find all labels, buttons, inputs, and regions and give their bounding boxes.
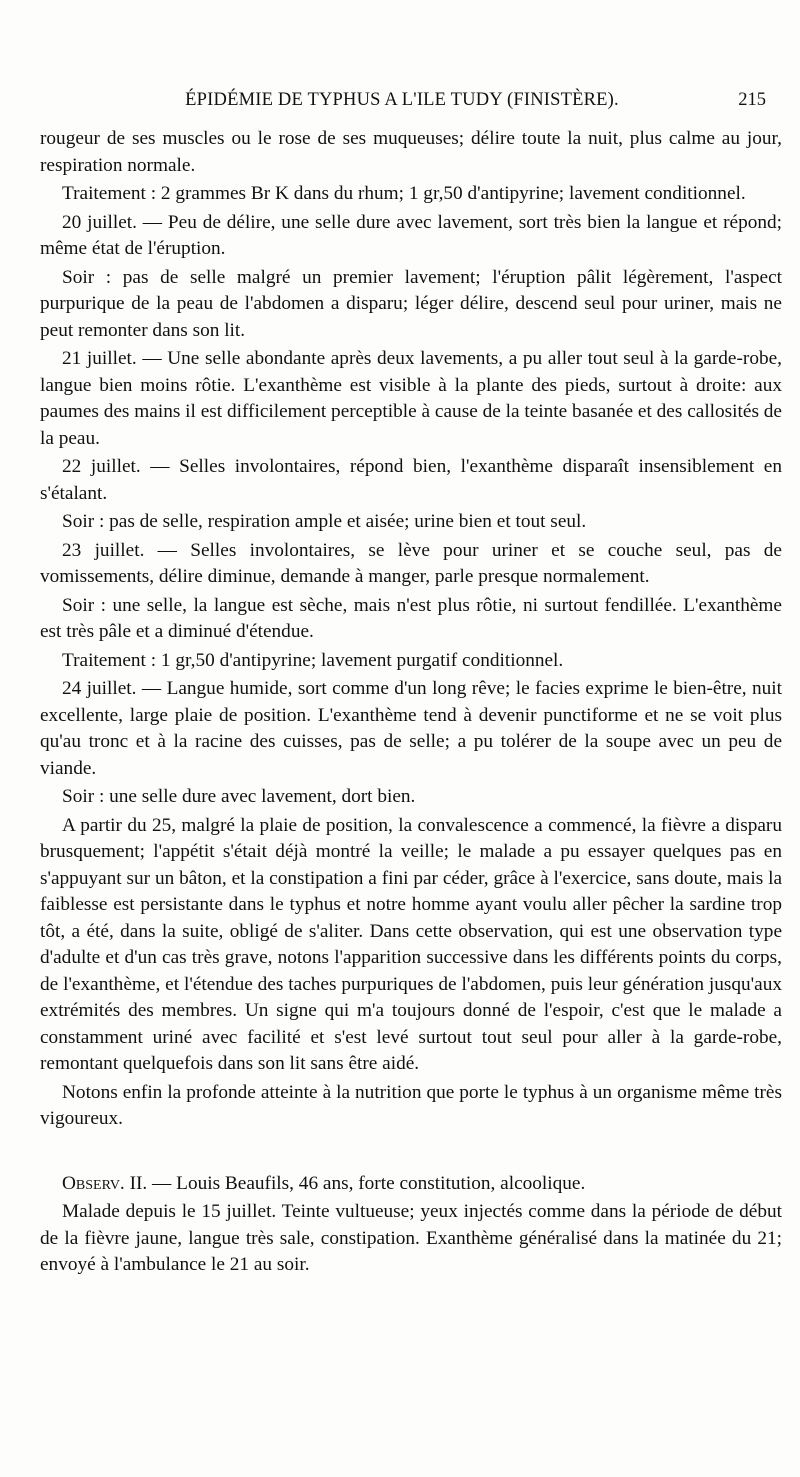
body-text bbox=[40, 126, 782, 1281]
paragraph: Traitement : 2 grammes Br K dans du rhum; 1 gr,50 d'antipyrine; lavement conditionnel. bbox=[62, 183, 746, 204]
paragraph: 21 juillet. — Une selle abondante après deux lavements, a pu aller tout seul à la garde-robe, langue bien moins rôtie. L'exanthème est visible à la plante des pieds, surtout à droite: aux paumes des mains il est difficilement perceptible à cause de la teinte basanée et des callosités de la peau. bbox=[40, 348, 782, 449]
running-title: ÉPIDÉMIE DE TYPHUS A L'ILE TUDY (FINISTÈRE). bbox=[185, 90, 619, 110]
paragraph: Traitement : 1 gr,50 d'antipyrine; lavement purgatif conditionnel. bbox=[62, 649, 564, 671]
observation-label: Observ. bbox=[62, 1172, 125, 1194]
paragraph: Soir : pas de selle malgré un premier lavement; l'éruption pâlit légèrement, l'aspect purpurique de la peau de l'abdomen a disparu; léger délire, descend seul pour uriner, mais ne peut remonter dans son lit. bbox=[40, 266, 782, 341]
paragraph: rougeur de ses muscles ou le rose de ses muqueuses; délire toute la nuit, plus calme au jour, respiration normale. bbox=[40, 128, 782, 176]
observation-heading bbox=[40, 1171, 782, 1198]
page-number: 215 bbox=[738, 90, 766, 110]
paragraph: Notons enfin la profonde atteinte à la nutrition que porte le typhus à un organisme même très vigoureux. bbox=[40, 1081, 782, 1129]
paragraph: 20 juillet. — Peu de délire, une selle dure avec lavement, sort très bien la langue et répond; même état de l'éruption. bbox=[40, 211, 782, 259]
paragraph: A partir du 25, malgré la plaie de position, la convalescence a commencé, la fièvre a disparu brusquement; l'appétit s'était déjà montré la veille; le malade a pu essayer quelques pas en s'appuyant sur un bâton, et la constipation a fini par céder, grâce à l'exercice, sans doute, mais la faiblesse est persistante dans le typhus et notre homme ayant voulu aller pêcher la sardine trop tôt, a été, dans la suite, obligé de s'aliter. Dans cette observation, qui est une observation type d'adulte et d'un cas très grave, notons l'apparition successive dans les différents points du corps, de l'exanthème, et l'étendue des taches purpuriques de l'abdomen, puis leur génération jusqu'aux extrémités des membres. Un signe qui m'a toujours donné de l'espoir, c'est que le malade a constamment uriné avec facilité et s'est levé surtout tout seul pour aller à la garde-robe, remontant quelquefois dans son lit sans être aidé. bbox=[40, 814, 782, 1074]
page-header bbox=[40, 90, 764, 120]
section-gap bbox=[40, 1135, 782, 1171]
paragraph: 22 juillet. — Selles involontaires, répond bien, l'exanthème disparaît insensiblement en s'étalant. bbox=[40, 456, 782, 504]
paragraph: 24 juillet. — Langue humide, sort comme d'un long rêve; le facies exprime le bien-être, nuit excellente, large plaie de position. L'exanthème tend à devenir punctiforme et ne se voit plus qu'au tronc et à la racine des cuisses, pas de selle; a pu tolérer de la soupe avec un peu de viande. bbox=[40, 678, 782, 779]
observation-text: II. — Louis Beaufils, 46 ans, forte constitution, alcoolique. bbox=[129, 1172, 586, 1194]
paragraph: Soir : une selle, la langue est sèche, mais n'est plus rôtie, ni surtout fendillée. L'exanthème est très pâle et a diminué d'étendue. bbox=[40, 594, 782, 642]
paragraph: Soir : une selle dure avec lavement, dort bien. bbox=[62, 786, 416, 807]
paragraph: Soir : pas de selle, respiration ample et aisée; urine bien et tout seul. bbox=[62, 511, 587, 532]
paragraph: 23 juillet. — Selles involontaires, se lève pour uriner et se couche seul, pas de vomissements, délire diminue, demande à manger, parle presque normalement. bbox=[40, 539, 782, 587]
paragraph: Malade depuis le 15 juillet. Teinte vultueuse; yeux injectés comme dans la période de début de la fièvre jaune, langue très sale, constipation. Exanthème généralisé dans la matinée du 21; envoyé à l'ambulance le 21 au soir. bbox=[40, 1201, 782, 1275]
